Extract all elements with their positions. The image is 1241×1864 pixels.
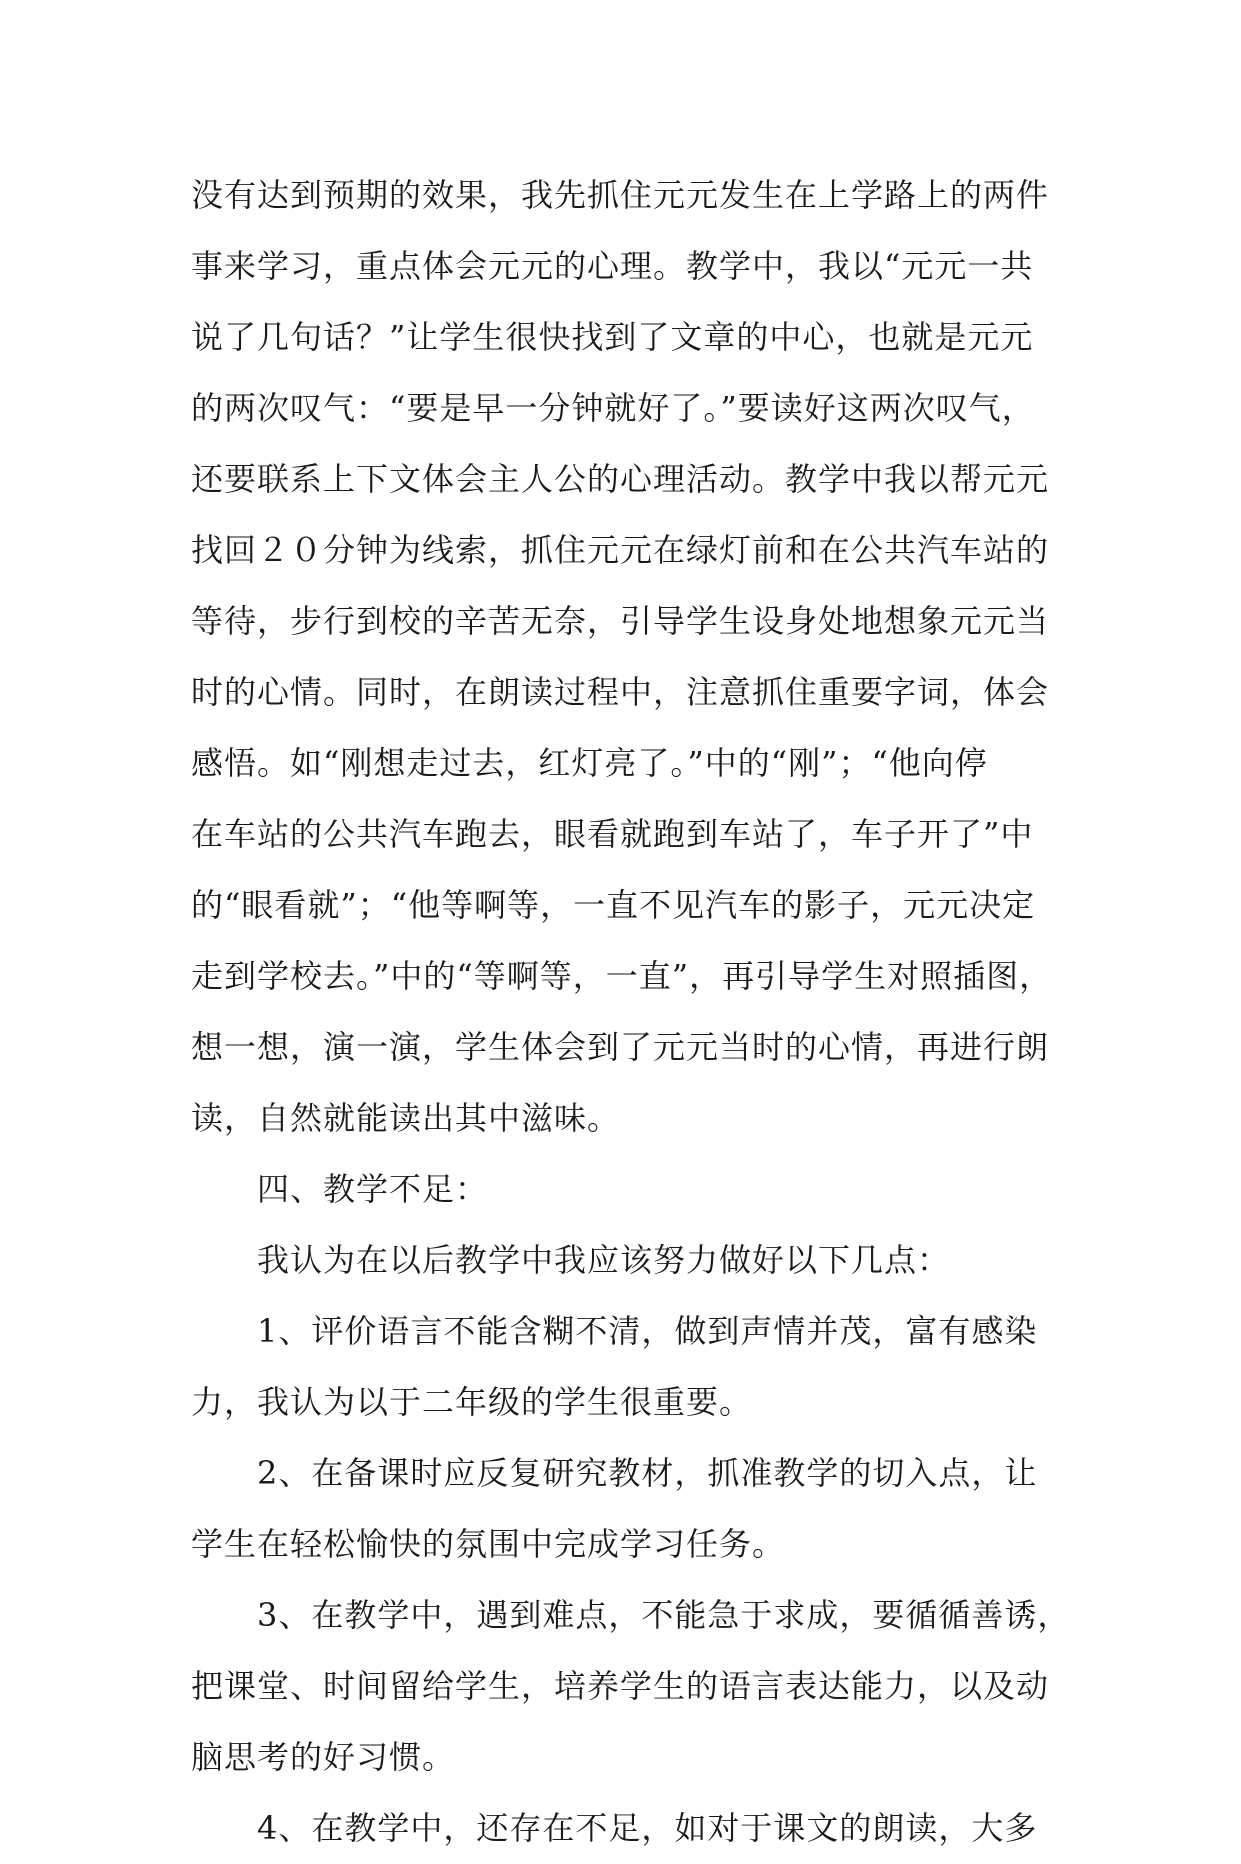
- text-line: 读，自然就能读出其中滋味。: [191, 1099, 621, 1137]
- text-line: 等待，步行到校的辛苦无奈，引导学生设身处地想象元元当: [191, 602, 1050, 640]
- text-line: 想一想，演一演，学生体会到了元元当时的心情，再进行朗: [191, 1028, 1050, 1066]
- text-line: 在车站的公共汽车跑去，眼看就跑到车站了，车子开了”中: [191, 815, 1034, 853]
- text-line: 走到学校去。”中的“等啊等，一直”，再引导学生对照插图，: [191, 957, 1053, 995]
- text-line: 学生在轻松愉快的氛围中完成学习任务。: [191, 1525, 786, 1563]
- text-line: 感悟。如“刚想走过去，红灯亮了。”中的“刚”；“他向停: [191, 744, 988, 782]
- text-line: 时的心情。同时，在朗读过程中，注意抓住重要字词，体会: [191, 673, 1050, 711]
- body-text: [191, 160, 1071, 1864]
- section-heading: 四、教学不足：: [191, 1170, 489, 1208]
- text-line: 我认为在以后教学中我应该努力做好以下几点：: [191, 1241, 951, 1279]
- list-item-1: 1、评价语言不能含糊不清，做到声情并茂，富有感染: [191, 1312, 1038, 1350]
- text-line: 的两次叹气：“要是早一分钟就好了。”要读好这两次叹气，: [191, 389, 1035, 427]
- text-line: 力，我认为以于二年级的学生很重要。: [191, 1383, 753, 1421]
- text-line: 还要联系上下文体会主人公的心理活动。教学中我以帮元元: [191, 460, 1050, 498]
- list-item-3: 3、在教学中，遇到难点，不能急于求成，要循循善诱，: [191, 1596, 1071, 1634]
- text-line: 的“眼看就”；“他等啊等，一直不见汽车的影子，元元决定: [191, 886, 1036, 924]
- list-item-2: 2、在备课时应反复研究教材，抓准教学的切入点，让: [191, 1454, 1038, 1492]
- list-item-4: 4、在教学中，还存在不足，如对于课文的朗读，大多: [191, 1809, 1038, 1847]
- text-line: 找回２０分钟为线索，抓住元元在绿灯前和在公共汽车站的: [191, 531, 1050, 569]
- text-line: 没有达到预期的效果，我先抓住元元发生在上学路上的两件: [191, 176, 1050, 214]
- text-line: 说了几句话？”让学生很快找到了文章的中心，也就是元元: [191, 318, 1034, 356]
- text-line: 事来学习，重点体会元元的心理。教学中，我以“元元一共: [191, 247, 1034, 285]
- text-line: 脑思考的好习惯。: [191, 1738, 456, 1776]
- text-line: 把课堂、时间留给学生，培养学生的语言表达能力，以及动: [191, 1667, 1050, 1705]
